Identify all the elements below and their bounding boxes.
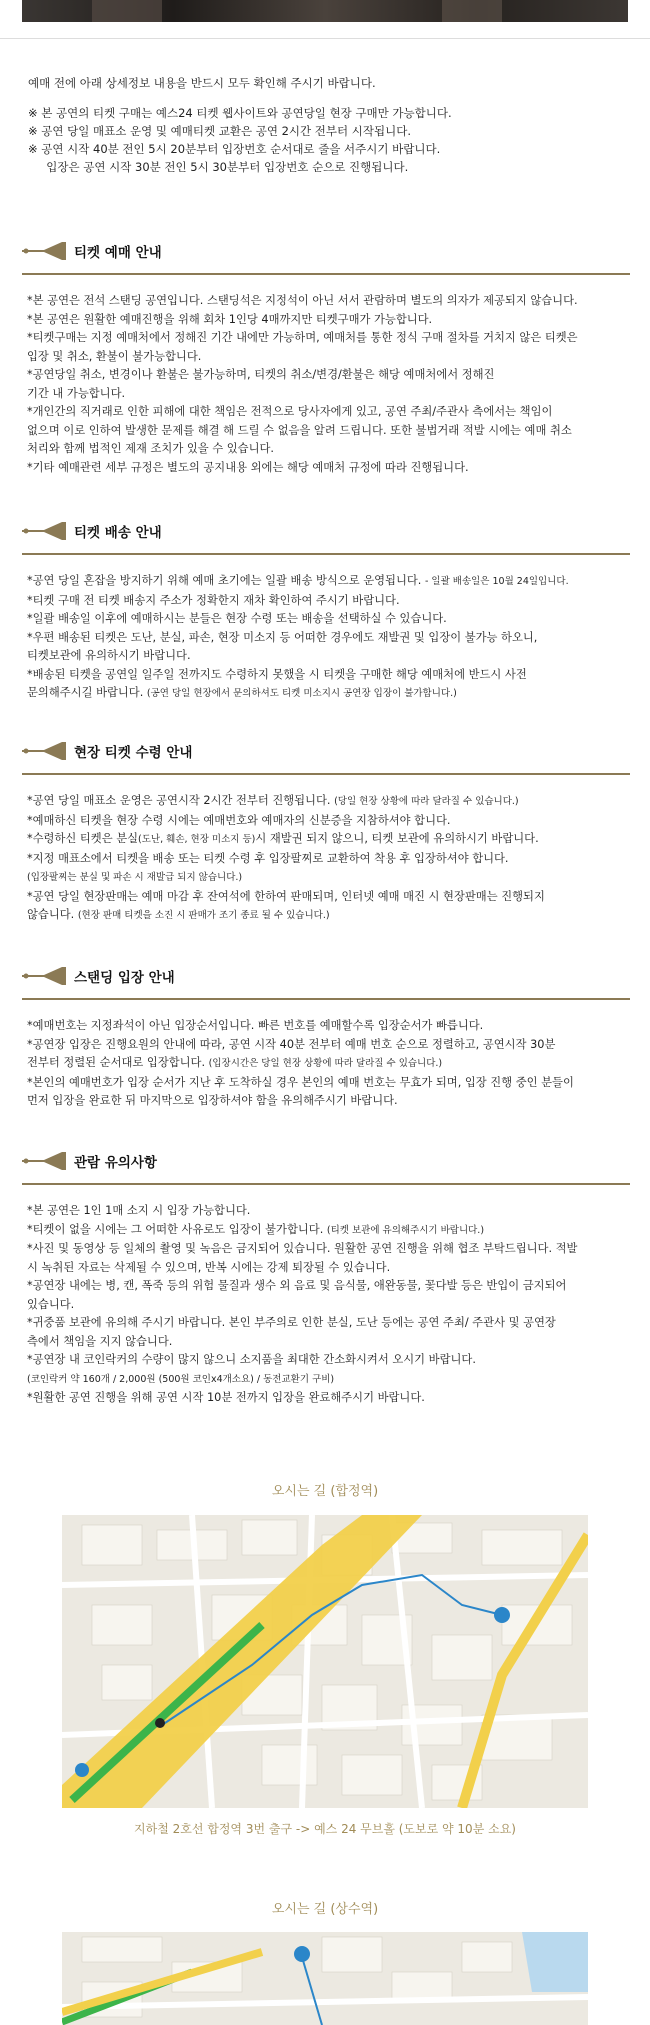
line-text: *티켓이 없을 시에는 그 어떠한 사유로도 입장이 불가합니다.: [27, 1222, 327, 1236]
trumpet-icon: [22, 966, 68, 986]
section-line: [27, 1054, 632, 1074]
section-line: [27, 868, 632, 888]
section-standing-entry: [22, 963, 630, 1107]
section-header: [22, 738, 630, 764]
map-hapjeong-graphic: [62, 1515, 588, 1808]
section-divider: [22, 273, 630, 275]
section-title: 티켓 예매 안내: [74, 245, 162, 261]
map-title-hapjeong: 오시는 길 (합정역): [271, 1484, 379, 1499]
line-text: 전부터 정렬된 순서대로 입장합니다.: [27, 1056, 209, 1069]
section-line: [27, 1240, 632, 1259]
section-ticket-booking: [22, 238, 630, 474]
intro-note: ※ 본 공연의 티켓 구매는 예스24 티켓 웹사이트와 공연당일 현장 구매만 가능합니다.: [28, 106, 452, 120]
section-line: [27, 292, 632, 311]
section-line: [27, 629, 632, 648]
section-onsite-pickup: [22, 738, 630, 921]
section-line: [27, 812, 632, 831]
section-header: [22, 1148, 630, 1174]
section-line: [27, 1259, 632, 1278]
section-line: [27, 906, 632, 926]
line-text: *공연 당일 현장판매는 예매 마감 후 잔여석에 한하여 판매되며, 인터넷 예매 매진 시 현장판매는 진행되지: [27, 889, 545, 903]
line-text: *예매번호는 지정좌석이 아닌 입장순서입니다. 빠른 번호를 예매할수록 입장순서가 빠릅니다.: [27, 1019, 484, 1032]
section-line: [27, 1017, 632, 1036]
section-line: [27, 684, 632, 704]
section-line: [27, 792, 632, 812]
section-header: [22, 963, 630, 989]
line-small-note: - 일괄 배송일은 10월 24일입니다.: [424, 576, 569, 587]
section-line: [27, 311, 632, 330]
line-text: *본 공연은 전석 스탠딩 공연입니다. 스탠딩석은 지정석이 아닌 서서 관람하며 별도의 의자가 제공되지 않습니다.: [27, 294, 578, 307]
section-title: 현장 티켓 수령 안내: [74, 745, 193, 761]
line-text: *공연장 내에는 병, 캔, 폭죽 등의 위험 물질과 생수 외 음료 및 음식물, 애완동물, 꽃다발 등은 반입이 금지되어: [27, 1279, 567, 1292]
section-line: [27, 329, 632, 348]
section-line: [27, 647, 632, 666]
section-title: 스탠딩 입장 안내: [74, 970, 175, 986]
line-text: 처리와 함께 법적인 제재 조치가 있을 수 있습니다.: [27, 442, 274, 455]
section-line: [27, 850, 632, 869]
section-line: [27, 1221, 632, 1241]
section-line: [27, 1277, 632, 1296]
section-body: [27, 1202, 632, 1408]
line-text: 시 재발권 되지 않으니, 티켓 보관에 유의하시기 바랍니다.: [255, 832, 539, 845]
line-small-note: (현장 판매 티켓을 소진 시 판매가 조기 종료 될 수 있습니다.): [77, 910, 330, 921]
line-text: 있습니다.: [27, 1297, 75, 1311]
section-line: [27, 592, 632, 611]
line-text: *본 공연은 1인 1매 소지 시 입장 가능합니다.: [27, 1204, 251, 1217]
line-text: *원활한 공연 진행을 위해 공연 시작 10분 전까지 입장을 완료해주시기 바랍니다.: [27, 1391, 425, 1404]
trumpet-icon: [22, 521, 68, 541]
line-text: *수령하신 티켓은 분실: [27, 832, 139, 845]
section-body: [27, 292, 632, 477]
performer-photo: [22, 0, 628, 22]
line-small-note: (티켓 보관에 유의해주시기 바랍니다.): [326, 1224, 485, 1236]
section-ticket-delivery: [22, 518, 630, 699]
line-text: 기간 내 가능합니다.: [27, 386, 126, 400]
section-header: [22, 238, 630, 264]
section-line: [27, 610, 632, 629]
line-small-note: (입장팔찌는 분실 및 파손 시 재발급 되지 않습니다.): [27, 872, 243, 883]
section-divider: [22, 1183, 630, 1185]
section-viewing-notes: [22, 1148, 630, 1404]
line-text: *티켓구매는 지정 예매처에서 정해진 기간 내에만 가능하며, 예매처를 통한 정식 구매 절차를 거치지 않은 티켓은: [27, 331, 578, 344]
section-line: [27, 422, 632, 441]
section-line: [27, 1389, 632, 1408]
section-line: [27, 1296, 632, 1315]
section-line: [27, 459, 632, 478]
trumpet-icon: [22, 741, 68, 761]
section-line: [27, 440, 632, 459]
line-text: 문의해주시길 바랍니다.: [27, 686, 147, 699]
line-small-note: (코인락커 약 160개 / 2,000원 (500원 코인x4개소요) / 동전교환기 구비): [27, 1373, 335, 1385]
header-photo: [0, 0, 650, 45]
line-text: *공연 당일 매표소 운영은 공연시작 2시간 전부터 진행됩니다.: [27, 794, 335, 807]
line-text: 먼저 입장을 완료한 뒤 마지막으로 입장하셔야 함을 유의해주시기 바랍니다.: [27, 1094, 398, 1107]
section-header: [22, 518, 630, 544]
line-text: 시 녹취된 자료는 삭제될 수 있으며, 반복 시에는 강제 퇴장될 수 있습니다.: [27, 1260, 391, 1274]
section-line: [27, 348, 632, 367]
section-body: [27, 792, 632, 926]
section-divider: [22, 998, 630, 1000]
intro-lead: 예매 전에 아래 상세정보 내용을 반드시 모두 확인해 주시기 바랍니다.: [28, 76, 376, 90]
map-caption-hapjeong: 지하철 2호선 합정역 3번 출구 -> 예스 24 무브홀 (도보로 약 10분 소요): [134, 1822, 516, 1836]
section-line: [27, 1202, 632, 1221]
line-text: *공연장 입장은 진행요원의 안내에 따라, 공연 시작 40분 전부터 예매 번호 순으로 정렬하고, 공연시작 30분: [27, 1037, 556, 1051]
intro-notice: [28, 74, 628, 176]
map-hapjeong[interactable]: [62, 1515, 588, 1808]
line-text: 없으며 이로 인하여 발생한 문제를 해결 해 드릴 수 없음을 알려 드립니다. 또한 불법거래 적발 시에는 예매 취소: [27, 423, 572, 437]
line-text: *사진 및 동영상 등 일체의 촬영 및 녹음은 금지되어 있습니다. 원활한 공연 진행을 위해 협조 부탁드립니다. 적발: [27, 1242, 578, 1255]
line-small-note: (당일 현장 상황에 따라 달라질 수 있습니다.): [334, 796, 519, 807]
line-text: *배송된 티켓을 공연일 일주일 전까지도 수령하지 못했을 시 티켓을 구매한 해당 예매처에 반드시 사전: [27, 667, 527, 681]
intro-note: 입장은 공연 시작 30분 전인 5시 30분부터 입장번호 순으로 진행됩니다.: [28, 160, 409, 174]
map-sangsu-graphic: [62, 1932, 588, 2025]
line-text: *공연당일 취소, 변경이나 환불은 불가능하며, 티켓의 취소/변경/환불은 해당 예매처에서 정해진: [27, 368, 495, 381]
line-text: 측에서 책임을 지지 않습니다.: [27, 1334, 173, 1348]
section-body: [27, 1017, 632, 1111]
section-line: [27, 1351, 632, 1370]
section-line: [27, 830, 632, 850]
line-text: *일괄 배송일 이후에 예매하시는 분들은 현장 수령 또는 배송을 선택하실 수 있습니다.: [27, 612, 447, 625]
line-text: *지정 매표소에서 티켓을 배송 또는 티켓 수령 후 입장팔찌로 교환하여 착용 후 입장하셔야 합니다.: [27, 851, 509, 865]
section-line: [27, 403, 632, 422]
line-text: *기타 예매관련 세부 규정은 별도의 공지내용 외에는 해당 예매처 규정에 따라 진행됩니다.: [27, 460, 469, 474]
line-text: 티켓보관에 유의하시기 바랍니다.: [27, 649, 191, 662]
section-line: [27, 666, 632, 685]
section-line: [27, 1036, 632, 1055]
line-text: *티켓 구매 전 티켓 배송지 주소가 정확한지 재차 확인하여 주시기 바랍니다.: [27, 593, 400, 607]
section-divider: [22, 773, 630, 775]
section-line: [27, 1370, 632, 1390]
section-line: [27, 1314, 632, 1333]
line-text: *본인의 예매번호가 입장 순서가 지난 후 도착하실 경우 본인의 예매 번호는 무효가 되며, 입장 진행 중인 분들이: [27, 1075, 574, 1089]
line-text: *개인간의 직거래로 인한 피해에 대한 책임은 전적으로 당사자에게 있고, 공연 주최/주관사 측에서는 책임이: [27, 405, 553, 418]
line-text: 입장 및 취소, 환불이 불가능합니다.: [27, 349, 202, 363]
map-sangsu[interactable]: [62, 1932, 588, 2025]
section-line: [27, 888, 632, 907]
intro-note: ※ 공연 시작 40분 전인 5시 20분부터 입장번호 순서대로 줄을 서주시기 바랍니다.: [28, 142, 441, 156]
intro-note: ※ 공연 당일 매표소 운영 및 예매티켓 교환은 공연 2시간 전부터 시작됩니다.: [28, 124, 411, 138]
line-text: *우편 배송된 티켓은 도난, 분실, 파손, 현장 미소지 등 어떠한 경우에도 재발권 및 입장이 불가능 하오니,: [27, 630, 538, 644]
section-divider: [22, 553, 630, 555]
section-line: [27, 1092, 632, 1111]
line-text: *공연 당일 혼잡을 방지하기 위해 예매 초기에는 일괄 배송 방식으로 운영됩니다.: [27, 574, 425, 587]
line-text: *귀중품 보관에 유의해 주시기 바랍니다. 본인 부주의로 인한 분실, 도난 등에는 공연 주최/ 주관사 및 공연장: [27, 1316, 556, 1329]
section-title: 관람 유의사항: [74, 1155, 157, 1171]
divider: [0, 38, 650, 39]
line-small-note: (공연 당일 현장에서 문의하셔도 티켓 미소지시 공연장 입장이 불가합니다.): [146, 688, 457, 699]
section-line: [27, 1333, 632, 1352]
line-text: *예매하신 티켓을 현장 수령 시에는 예매번호와 예매자의 신분증을 지참하셔야 합니다.: [27, 813, 451, 827]
section-body: [27, 572, 632, 704]
section-line: [27, 572, 632, 592]
trumpet-icon: [22, 1151, 68, 1171]
line-text: *본 공연은 원활한 예매진행을 위해 회차 1인당 4매까지만 티켓구매가 가능합니다.: [27, 312, 433, 326]
line-small-note: (도난, 훼손, 현장 미소지 등): [138, 834, 256, 845]
line-text: *공연장 내 코인락커의 수량이 많지 않으니 소지품을 최대한 간소화시켜서 오시기 바랍니다.: [27, 1353, 476, 1366]
trumpet-icon: [22, 241, 68, 261]
section-line: [27, 366, 632, 385]
section-line: [27, 1074, 632, 1093]
section-title: 티켓 배송 안내: [74, 525, 162, 541]
line-text: 않습니다.: [27, 908, 78, 921]
map-title-sangsu: 오시는 길 (상수역): [271, 1902, 379, 1917]
line-small-note: (입장시간은 당일 현장 상황에 따라 달라질 수 있습니다.): [208, 1058, 443, 1069]
section-line: [27, 385, 632, 404]
